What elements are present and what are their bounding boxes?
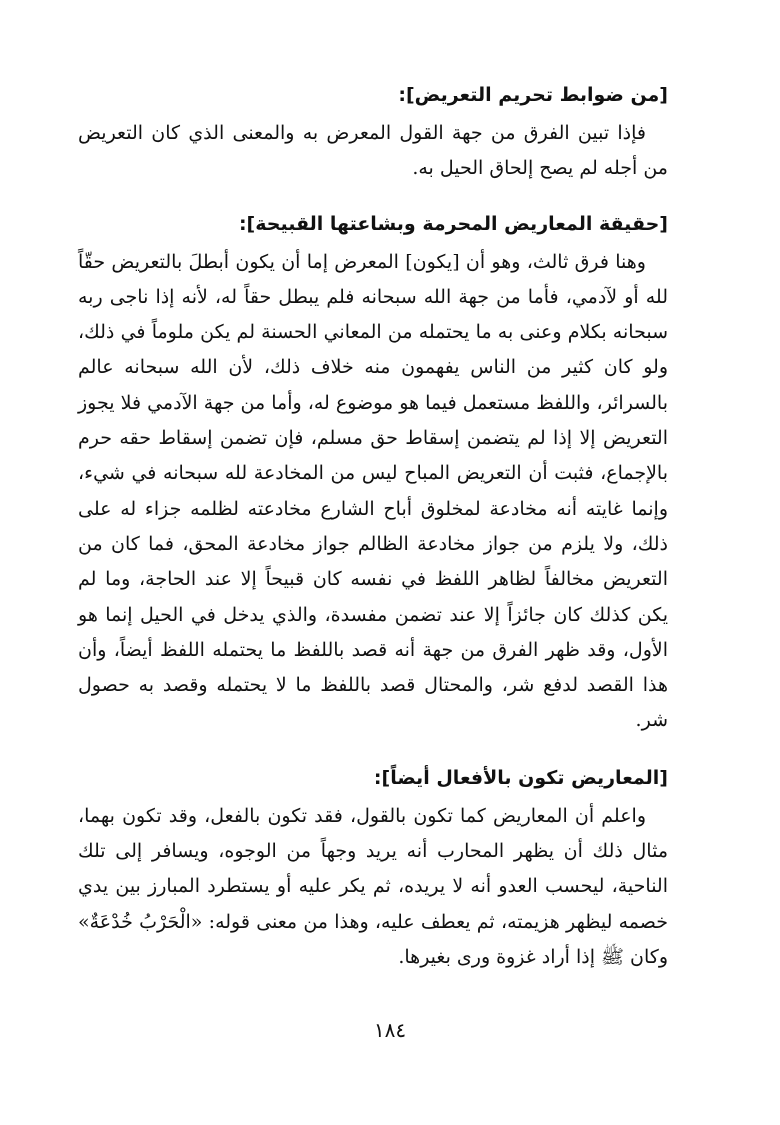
section-paragraph-1: فإذا تبين الفرق من جهة القول المعرض به والمعنى الذي كان التعريض من أجله لم يصح إلحاق الحيل به.: [78, 122, 668, 180]
page-body: [78, 70, 668, 975]
section-heading-3: [المعاريض تكون بالأفعال أيضاً]:: [373, 766, 668, 789]
section-paragraph-2: وهنا فرق ثالث، وهو أن [يكون] المعرض إما أن يكون أبطلَ بالتعريض حقّاً لله أو لآدمي، فأما من جهة الله سبحانه فلم يبطل حقاً له، لأنه إذا ناجى ربه سبحانه بكلام وعنى به ما يحتمله من المعاني الحسنة لم يكن ملوماً في ذلك، ولو كان كثير من الناس يفهمون منه خلاف ذلك، لأن الله سبحانه عالم بالسرائر، واللفظ مستعمل فيما هو موضوع له، وأما من جهة الآدمي فلا يجوز التعريض إلا إذا لم يتضمن إسقاط حق مسلم، فإن تضمن إسقاط حقه حرم بالإجماع، فثبت أن التعريض المباح ليس من المخادعة لله سبحانه في شيء، وإنما غايته أنه مخادعة لمخلوق أباح الشارع مخادعته لظلمه جزاء له على ذلك، ولا يلزم من جواز مخادعة الظالم جواز مخادعة المحق، فما كان من التعريض مخالفاً لظاهر اللفظ في نفسه كان قبيحاً إلا عند الحاجة، وما لم يكن كذلك كان جائزاً إلا عند تضمن مفسدة، والذي يدخل في الحيل إنما هو الأول، وقد ظهر الفرق من جهة أنه قصد باللفظ ما يحتمله اللفظ أيضاً، وأن هذا القصد لدفع شر، والمحتال قصد باللفظ ما لا يحتمله وقصد به حصول شر.: [78, 250, 668, 732]
section-heading-1: [من ضوابط تحريم التعريض]:: [398, 84, 668, 106]
page-number: ١٨٤: [373, 1018, 407, 1042]
section-heading-2: [حقيقة المعاريض المحرمة وبشاعتها القبيحة]:: [238, 212, 668, 235]
section-paragraph-3: واعلم أن المعاريض كما تكون بالقول، فقد تكون بالفعل، وقد تكون بهما، مثال ذلك أن يظهر المحارب أنه يريد وجهاً من الوجوه، ويسافر إلى تلك الناحية، ليحسب العدو أنه لا يريده، ثم يكر عليه أو يستطرد المبارز بين يدي خصمه ليظهر هزيمته، ثم يعطف عليه، وهذا من معنى قوله: «الْحَرْبُ خُدْعَةٌ» وكان ﷺ إذا أراد غزوة ورى بغيرها.: [78, 804, 668, 968]
